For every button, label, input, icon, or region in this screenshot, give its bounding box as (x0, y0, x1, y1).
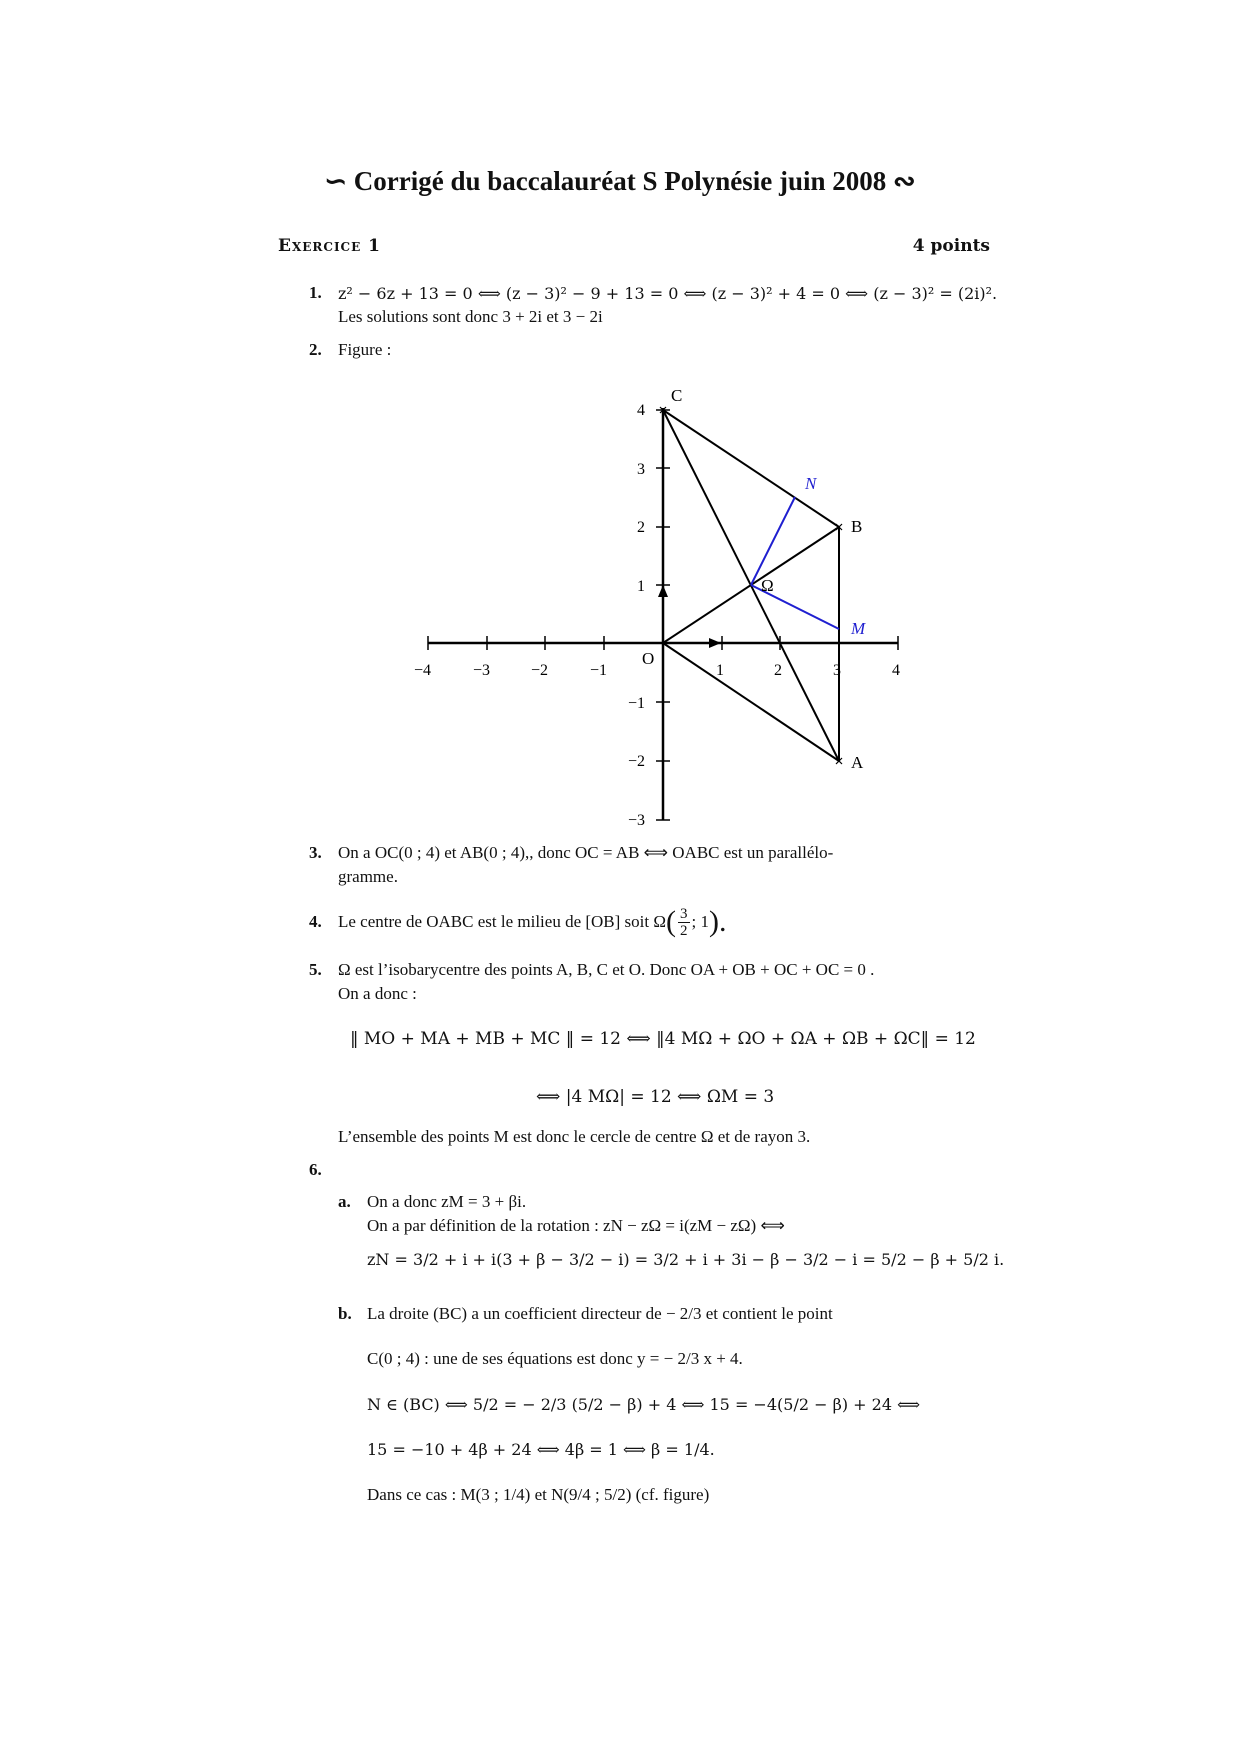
q6a-line3: zN = 3/2 + i + i(3 + β − 3/2 − i) = 3/2 + i + 3i − β − 3/2 − i = 5/2 − β + 5/2 i. (367, 1250, 1005, 1269)
y-tick-label: 3 (637, 461, 645, 478)
q6a-label: a. (338, 1192, 351, 1211)
point-b-label: B (851, 517, 863, 536)
q4-coord-tail: ; 1 (691, 912, 709, 931)
x-tick-label: 1 (716, 662, 724, 679)
exercise-points: 4 points (912, 236, 990, 256)
q2-text: Figure : (338, 340, 392, 359)
q6b-line3: N ∈ (BC) ⟺ 5/2 = − 2/3 (5/2 − β) + 4 ⟺ 15 = −4(5/2 − β) + 24 ⟺ (367, 1395, 921, 1414)
q1-number: 1. (309, 283, 322, 302)
q4-frac-denominator: 2 (680, 922, 688, 939)
x-tick-label: −2 (531, 662, 549, 679)
q6b-line5: Dans ce cas : M(3 ; 1/4) et N(9/4 ; 5/2) (cf. figure) (367, 1485, 710, 1504)
q3-line1: On a OC(0 ; 4) et AB(0 ; 4),, donc OC = AB ⟺ OABC est un parallélo- (338, 843, 834, 862)
point-omega-label: Ω (761, 576, 774, 595)
point-a-label: A (851, 753, 864, 772)
y-tick-label: 4 (637, 402, 645, 419)
q6b-line1: La droite (BC) a un coefficient directeur de − 2/3 et contient le point (367, 1304, 833, 1323)
q4-text: Le centre de OABC est le milieu de [OB] soit Ω (338, 912, 666, 931)
q1-line1: z² − 6z + 13 = 0 ⟺ (z − 3)² − 9 + 13 = 0 ⟺ (z − 3)² + 4 = 0 ⟺ (z − 3)² = (2i)². (338, 284, 998, 303)
blue-point-labels (804, 474, 866, 638)
q5-line1: Ω est l’isobarycentre des points A, B, C et O. Donc OA + OB + OC + OC = 0 . (338, 960, 875, 979)
y-tick-label: −2 (627, 753, 645, 770)
q6a-line2: On a par définition de la rotation : zN − zΩ = i(zM − zΩ) ⟺ (367, 1216, 785, 1235)
point-c-label: C (671, 386, 683, 405)
q5-equation-2: ⟺ |4 MΩ| = 12 ⟺ ΩM = 3 (536, 1087, 775, 1107)
q4-frac-numerator: 3 (680, 905, 688, 922)
y-tick-label: −1 (627, 695, 645, 712)
q5-line2: On a donc : (338, 984, 417, 1003)
x-tick-label: −3 (473, 662, 491, 679)
y-tick-labels (628, 402, 645, 829)
q6b-line2: C(0 ; 4) : une de ses équations est donc y = − 2/3 x + 4. (367, 1349, 743, 1368)
q4-number: 4. (309, 912, 322, 931)
unit-vector-u-head (709, 638, 721, 648)
q4-paren-open: ( (666, 905, 676, 938)
q1-line2: Les solutions sont donc 3 + 2i et 3 − 2i (338, 307, 603, 326)
q6-number: 6. (309, 1160, 322, 1179)
origin-label: O (642, 649, 655, 668)
x-tick-label: −1 (590, 662, 608, 679)
x-tick-label: 3 (833, 662, 841, 679)
y-tick-label: 2 (637, 519, 645, 536)
figure-graph (0, 0, 1240, 860)
q3-number: 3. (309, 843, 322, 862)
y-tick-label: −3 (627, 812, 645, 829)
point-n-label: N (805, 474, 817, 493)
x-tick-label: −4 (414, 662, 432, 679)
q5-equation-1: ‖ MO + MA + MB + MC ‖ = 12 ⟺ ‖4 MΩ + ΩO + ΩA + ΩB + ΩC‖ = 12 (350, 1029, 976, 1049)
q5-number: 5. (309, 960, 322, 979)
rotation-segments (751, 497, 839, 629)
page-title: ∽ Corrigé du baccalauréat S Polynésie juin 2008 ∾ (324, 166, 916, 196)
q4-fraction (678, 906, 690, 939)
q2-number: 2. (309, 340, 322, 359)
x-tick-label: 2 (774, 662, 782, 679)
y-tick-label: 1 (637, 578, 645, 595)
q6b-label: b. (338, 1304, 352, 1323)
q5-conclusion: L’ensemble des points M est donc le cercle de centre Ω et de rayon 3. (338, 1127, 811, 1146)
x-tick-label: 4 (892, 662, 900, 679)
q4-line (338, 900, 726, 944)
exercise-label: Exercice 1 (278, 236, 381, 256)
q6a-line1: On a donc zM = 3 + βi. (367, 1192, 527, 1211)
x-tick-labels (414, 662, 900, 679)
point-m-label: M (851, 619, 866, 638)
q6b-line4: 15 = −10 + 4β + 24 ⟺ 4β = 1 ⟺ β = 1/4. (367, 1440, 715, 1459)
q3-line2: gramme. (338, 867, 398, 886)
q4-paren-close: ). (708, 905, 727, 938)
unit-vector-v-head (658, 585, 668, 597)
